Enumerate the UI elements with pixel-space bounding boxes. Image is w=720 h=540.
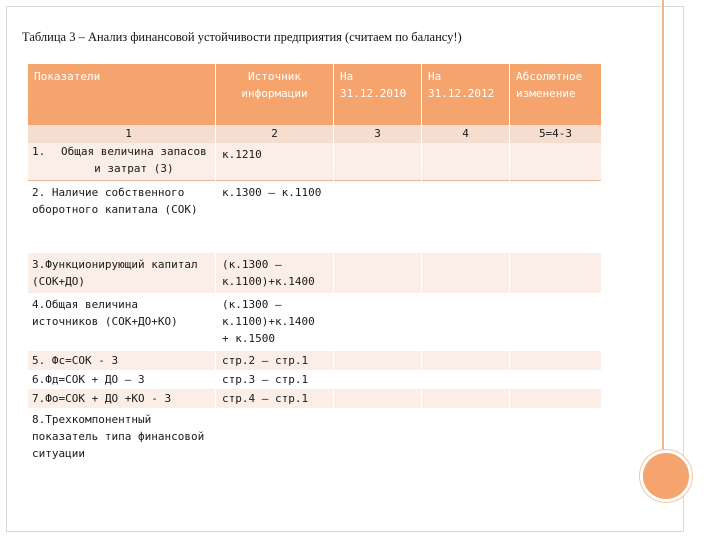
value-2010-cell: [334, 181, 422, 254]
table-row: [28, 181, 602, 254]
change-cell: [510, 389, 602, 408]
indicator-cell: 5. Фс=СОК - З: [28, 351, 216, 370]
source-cell: (к.1300 – к.1100)+к.1400 + к.1500: [216, 293, 334, 351]
indicator-prefix: 1.: [32, 145, 46, 158]
table-row: [28, 351, 602, 370]
source-cell: (к.1300 – к.1100)+к.1400: [216, 253, 334, 293]
change-cell: [510, 143, 602, 181]
accent-line: [662, 0, 664, 452]
change-cell: [510, 408, 602, 466]
value-2012-cell: [422, 181, 510, 254]
source-cell: к.1210: [216, 143, 334, 181]
table-row: [28, 408, 602, 466]
value-2012-cell: [422, 293, 510, 351]
financial-stability-table: [27, 64, 602, 466]
value-2012-cell: [422, 389, 510, 408]
table-row: [28, 389, 602, 408]
col-num-4: 4: [422, 125, 510, 143]
col-num-2: 2: [216, 125, 334, 143]
table-header-row: [28, 64, 602, 125]
source-cell: стр.3 – стр.1: [216, 370, 334, 389]
header-change: Абсолютное изменение: [510, 64, 602, 125]
col-num-1: 1: [28, 125, 216, 143]
header-source: Источник информации: [216, 64, 334, 125]
source-cell: стр.2 – стр.1: [216, 351, 334, 370]
change-cell: [510, 351, 602, 370]
source-cell: [216, 408, 334, 466]
indicator-cell: 3.Функционирующий капитал (СОК+ДО): [28, 253, 216, 293]
table-row: [28, 293, 602, 351]
col-num-3: 3: [334, 125, 422, 143]
indicator-cell: [28, 143, 216, 181]
header-2010: На 31.12.2010: [334, 64, 422, 125]
value-2010-cell: [334, 143, 422, 181]
change-cell: [510, 253, 602, 293]
header-indicators: Показатели: [28, 64, 216, 125]
change-cell: [510, 370, 602, 389]
table-row: [28, 143, 602, 181]
value-2010-cell: [334, 408, 422, 466]
indicator-cell: 2. Наличие собственного оборотного капитала (СОК): [28, 181, 216, 254]
value-2012-cell: [422, 253, 510, 293]
indicator-text: Общая величина запасов и затрат (З): [61, 145, 207, 175]
col-num-5: 5=4-3: [510, 125, 602, 143]
value-2012-cell: [422, 351, 510, 370]
table-row: [28, 253, 602, 293]
source-cell: стр.4 – стр.1: [216, 389, 334, 408]
value-2010-cell: [334, 253, 422, 293]
header-2012: На 31.12.2012: [422, 64, 510, 125]
indicator-cell: 4.Общая величина источников (СОК+ДО+КО): [28, 293, 216, 351]
value-2012-cell: [422, 370, 510, 389]
value-2012-cell: [422, 408, 510, 466]
source-cell: к.1300 – к.1100: [216, 181, 334, 254]
change-cell: [510, 181, 602, 254]
value-2012-cell: [422, 143, 510, 181]
value-2010-cell: [334, 293, 422, 351]
indicator-cell: 6.Фд=СОК + ДО – З: [28, 370, 216, 389]
table-caption: Таблица 3 – Анализ финансовой устойчивости предприятия (считаем по балансу!): [22, 30, 462, 44]
change-cell: [510, 293, 602, 351]
indicator-cell: 7.Фо=СОК + ДО +КО - З: [28, 389, 216, 408]
value-2010-cell: [334, 351, 422, 370]
indicator-cell: 8.Трехкомпонентный показатель типа финансовой ситуации: [28, 408, 216, 466]
accent-circle: [640, 450, 692, 502]
column-numbers-row: [28, 125, 602, 143]
value-2010-cell: [334, 370, 422, 389]
value-2010-cell: [334, 389, 422, 408]
table-row: [28, 370, 602, 389]
